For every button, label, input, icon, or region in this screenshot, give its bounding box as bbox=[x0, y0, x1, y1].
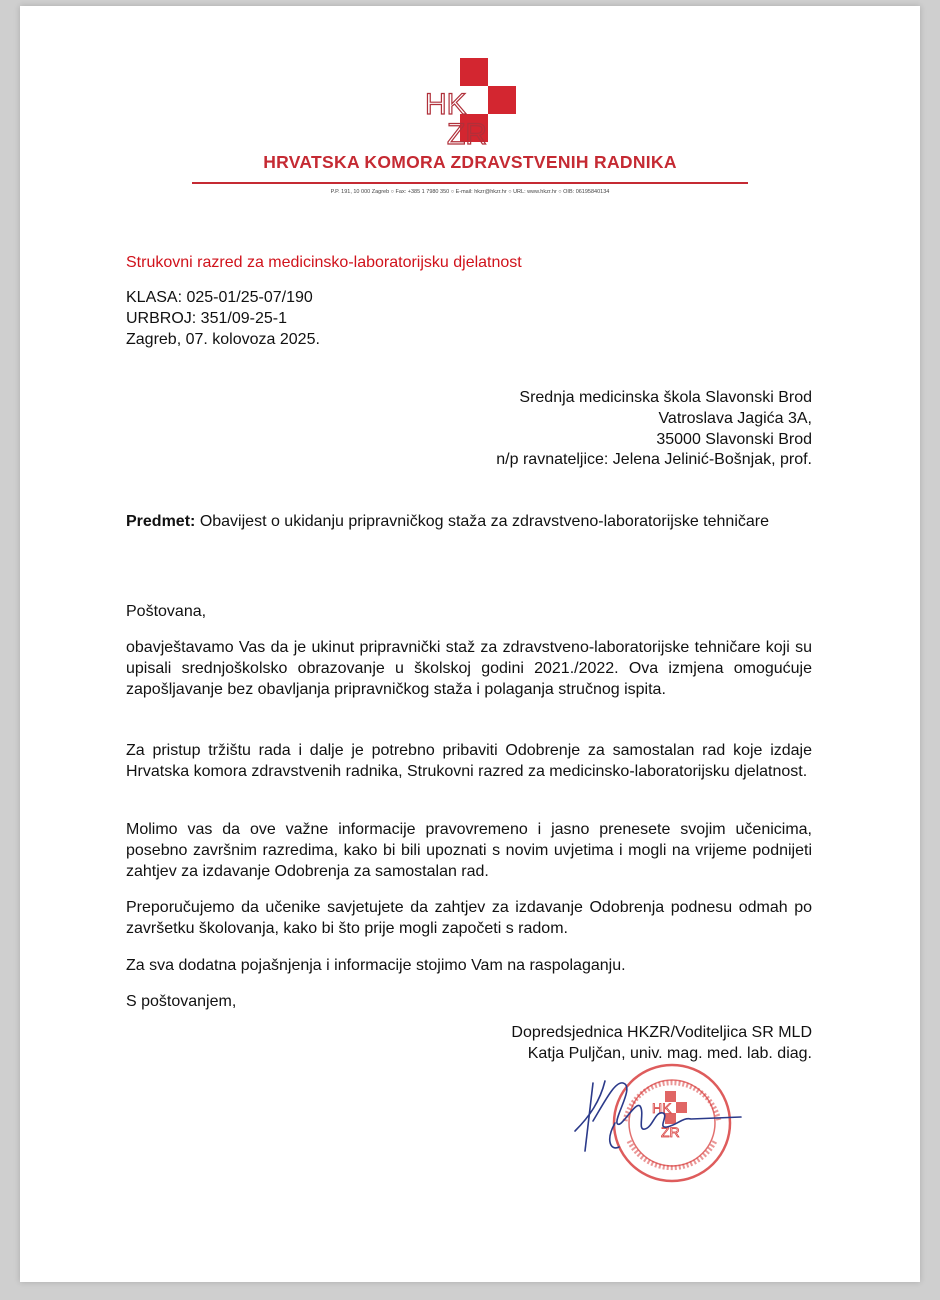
department-heading: Strukovni razred za medicinsko-laboratorijsku djelatnost bbox=[126, 254, 522, 271]
urbroj-line: URBROJ: 351/09-25-1 bbox=[126, 309, 287, 327]
official-stamp-and-signature bbox=[545, 1061, 765, 1186]
organization-name: HRVATSKA KOMORA ZDRAVSTVENIH RADNIKA bbox=[263, 152, 677, 172]
subject-label: Predmet: bbox=[126, 513, 196, 530]
svg-text:ZR: ZR bbox=[447, 118, 487, 150]
closing-line: S poštovanjem, bbox=[126, 993, 237, 1010]
svg-text:HK: HK bbox=[425, 88, 467, 121]
recipient-attention: n/p ravnateljice: Jelena Jelinić-Bošnjak, prof. bbox=[496, 451, 812, 469]
recipient-address bbox=[496, 388, 812, 471]
signer-name: Katja Puljčan, univ. mag. med. lab. diag. bbox=[527, 1044, 812, 1062]
header-divider bbox=[192, 182, 748, 184]
svg-text:ZR: ZR bbox=[661, 1124, 680, 1140]
salutation: Poštovana, bbox=[126, 603, 207, 620]
place-date-line: Zagreb, 07. kolovoza 2025. bbox=[126, 330, 320, 348]
svg-text:HK: HK bbox=[652, 1100, 672, 1116]
reference-block bbox=[126, 288, 320, 350]
paragraph-4: Preporučujemo da učenike savjetujete da zahtjev za izdavanje Odobrenja podnesu odmah po završetku školovanja, kako bi što prije mogli započeti s radom. bbox=[126, 899, 812, 937]
recipient-street: Vatroslava Jagića 3A, bbox=[658, 409, 812, 427]
contact-line: P.P. 191, 10 000 Zagreb ○ Fax: +385 1 7980 350 ○ E-mail: hkzr@hkzr.hr ○ URL: www.hkzr.hr ○ OIB: 06195840134 bbox=[330, 189, 610, 195]
paragraph-1: obavještavamo Vas da je ukinut pripravnički staž za zdravstveno-laboratorijske tehničare koji su upisali srednjoškolsko obrazovanje u školskoj godini 2021./2022. Ova izmjena omogućuje zapošljavanje bez obavljanja pripravničkog staža i polaganja stručnog ispita. bbox=[126, 639, 812, 698]
klasa-line: KLASA: 025-01/25-07/190 bbox=[126, 289, 313, 306]
paragraph-2: Za pristup tržištu rada i dalje je potrebno pribaviti Odobrenje za samostalan rad koje izdaje Hrvatska komora zdravstvenih radnika, Strukovni razred za medicinsko-laboratorijsku djelatnost. bbox=[126, 742, 812, 780]
signature-block bbox=[511, 1023, 812, 1065]
letter-page bbox=[20, 6, 920, 1282]
hkzr-logo bbox=[425, 58, 525, 150]
official-stamp bbox=[614, 1065, 730, 1181]
paragraph-3: Molimo vas da ove važne informacije pravovremeno i jasno prenesete svojim učenicima, posebno završnim razredima, kako bi bili upoznati s novim uvjetima i mogli na vrijeme podnijeti zahtjev za izdavanje Odobrenja za samostalan rad. bbox=[126, 821, 812, 880]
subject-line bbox=[126, 512, 812, 533]
paragraph-5: Za sva dodatna pojašnjenja i informacije stojimo Vam na raspolaganju. bbox=[126, 957, 626, 974]
recipient-name: Srednja medicinska škola Slavonski Brod bbox=[519, 389, 812, 406]
recipient-city: 35000 Slavonski Brod bbox=[656, 430, 812, 448]
signer-title: Dopredsjednica HKZR/Voditeljica SR MLD bbox=[511, 1024, 812, 1041]
subject-text: Obavijest o ukidanju pripravničkog staža za zdravstveno-laboratorijske tehničare bbox=[199, 513, 769, 530]
